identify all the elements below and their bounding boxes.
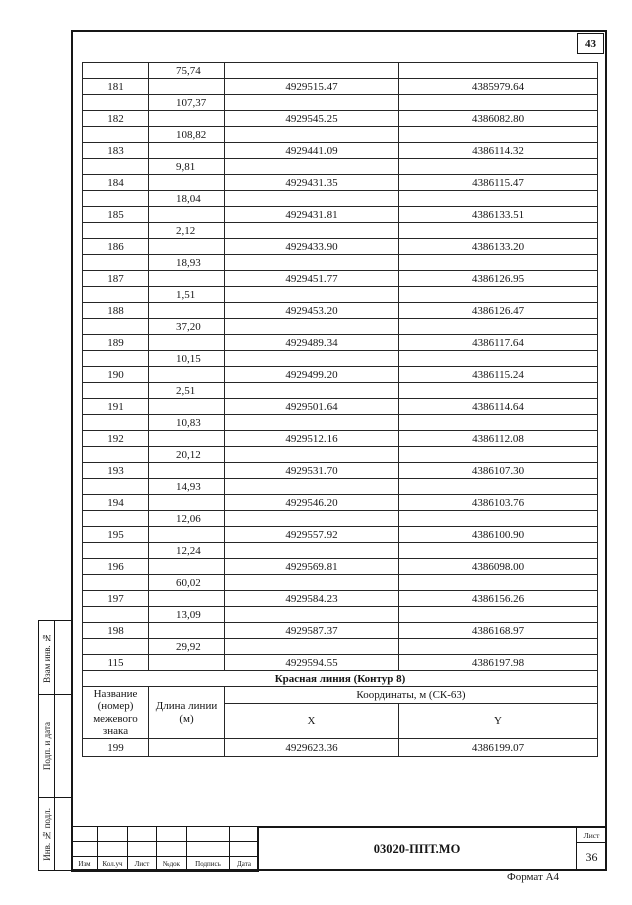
point-row (83, 739, 598, 757)
point-number-cell (83, 95, 149, 111)
original-inventory-label: Инв. № подл. (41, 807, 52, 861)
point-number-cell (83, 223, 149, 239)
x-coordinate-cell: 4929584.23 (225, 591, 399, 607)
point-row (83, 655, 598, 671)
y-coordinate-cell (399, 287, 598, 303)
y-coordinate-cell (399, 543, 598, 559)
point-number-cell: 183 (83, 143, 149, 159)
line-length-cell (149, 111, 225, 127)
x-coordinate-cell (225, 543, 399, 559)
x-coordinate-cell (225, 255, 399, 271)
segment-length-row (83, 639, 598, 655)
line-length-cell (149, 271, 225, 287)
point-number-cell: 115 (83, 655, 149, 671)
segment-length-row (83, 351, 598, 367)
line-length-cell: 14,93 (149, 479, 225, 495)
y-coordinate-cell (399, 607, 598, 623)
grid-cell (98, 842, 128, 857)
y-coordinate-cell: 4386115.24 (399, 367, 598, 383)
line-length-cell (149, 527, 225, 543)
y-coordinate-cell (399, 255, 598, 271)
title-block-revision-grid (71, 826, 259, 872)
x-coordinate-cell: 4929587.37 (225, 623, 399, 639)
y-coordinate-cell: 4386107.30 (399, 463, 598, 479)
y-coordinate-cell: 4386133.20 (399, 239, 598, 255)
col-label-doc-number: №док (157, 857, 187, 872)
segment-length-row (83, 95, 598, 111)
coordinates-table-body (83, 63, 598, 671)
x-coordinate-cell: 4929501.64 (225, 399, 399, 415)
line-length-cell: 20,12 (149, 447, 225, 463)
revision-row (72, 827, 259, 842)
line-length-cell: 107,37 (149, 95, 225, 111)
y-coordinate-cell (399, 639, 598, 655)
segment-length-row (83, 159, 598, 175)
y-coordinate-cell: 4386133.51 (399, 207, 598, 223)
section-header-row (83, 687, 598, 704)
line-length-cell: 12,06 (149, 511, 225, 527)
point-row (83, 239, 598, 255)
x-coordinate-cell: 4929431.81 (225, 207, 399, 223)
x-coordinate-cell (225, 95, 399, 111)
y-coordinate-cell (399, 351, 598, 367)
y-coordinate-cell: 4386112.08 (399, 431, 598, 447)
x-coordinate-cell: 4929512.16 (225, 431, 399, 447)
y-coordinate-cell: 4385979.64 (399, 79, 598, 95)
point-row (83, 623, 598, 639)
point-number-cell: 185 (83, 207, 149, 223)
point-number-cell (83, 575, 149, 591)
y-coordinate-cell (399, 191, 598, 207)
line-length-cell (149, 591, 225, 607)
col-label-count: Кол.уч (98, 857, 128, 872)
col-label-signature: Подпись (187, 857, 230, 872)
point-row (83, 175, 598, 191)
segment-length-row (83, 191, 598, 207)
x-coordinate-cell (225, 479, 399, 495)
point-number-cell (83, 351, 149, 367)
y-coordinate-cell: 4386126.95 (399, 271, 598, 287)
point-number-cell (83, 255, 149, 271)
y-coordinate-cell: 4386114.64 (399, 399, 598, 415)
header-point-name: Название (номер) межевого знака (83, 687, 149, 739)
segment-length-row (83, 415, 598, 431)
point-number-cell (83, 191, 149, 207)
line-length-cell: 18,93 (149, 255, 225, 271)
col-label-change: Изм (72, 857, 98, 872)
point-number-cell: 194 (83, 495, 149, 511)
section-block (83, 671, 598, 757)
line-length-cell: 75,74 (149, 63, 225, 79)
side-label-cell (39, 695, 55, 797)
point-number-cell (83, 159, 149, 175)
grid-cell (187, 842, 230, 857)
y-coordinate-cell (399, 223, 598, 239)
point-number-cell: 181 (83, 79, 149, 95)
point-row (83, 527, 598, 543)
line-length-cell (149, 655, 225, 671)
line-length-cell: 37,20 (149, 319, 225, 335)
line-length-cell: 13,09 (149, 607, 225, 623)
point-number-cell (83, 63, 149, 79)
point-row (83, 143, 598, 159)
point-number-cell: 195 (83, 527, 149, 543)
grid-cell (98, 827, 128, 842)
point-number-cell: 189 (83, 335, 149, 351)
y-coordinate-cell: 4386117.64 (399, 335, 598, 351)
y-coordinate-cell (399, 511, 598, 527)
y-coordinate-cell: 4386126.47 (399, 303, 598, 319)
col-label-sheet: Лист (128, 857, 157, 872)
point-number-cell: 192 (83, 431, 149, 447)
point-number-cell (83, 447, 149, 463)
coordinates-table (82, 62, 598, 757)
header-line-length: Длина линии (м) (149, 687, 225, 739)
y-coordinate-cell: 4386156.26 (399, 591, 598, 607)
x-coordinate-cell (225, 383, 399, 399)
grid-cell (157, 827, 187, 842)
point-number-cell: 190 (83, 367, 149, 383)
y-coordinate-cell (399, 63, 598, 79)
replacement-inventory-label: Взам инв. № (41, 632, 52, 683)
y-coordinate-cell (399, 319, 598, 335)
segment-length-row (83, 607, 598, 623)
segment-length-row (83, 287, 598, 303)
point-row (83, 271, 598, 287)
x-coordinate-cell: 4929569.81 (225, 559, 399, 575)
segment-length-row (83, 447, 598, 463)
point-number-cell (83, 319, 149, 335)
point-number-cell: 198 (83, 623, 149, 639)
segment-length-row (83, 127, 598, 143)
revision-row (72, 842, 259, 857)
sheet-label: Лист (576, 828, 607, 843)
line-length-cell (149, 367, 225, 383)
line-length-cell (149, 623, 225, 639)
point-row (83, 431, 598, 447)
x-coordinate-cell: 4929441.09 (225, 143, 399, 159)
point-row (83, 111, 598, 127)
x-coordinate-cell: 4929623.36 (225, 739, 399, 757)
line-length-cell (149, 207, 225, 223)
revision-label-row (72, 857, 259, 872)
paper-format-label: Формат А4 (507, 871, 560, 883)
point-number-cell (83, 383, 149, 399)
line-length-cell (149, 239, 225, 255)
x-coordinate-cell: 4929431.35 (225, 175, 399, 191)
x-coordinate-cell (225, 607, 399, 623)
line-length-cell: 10,15 (149, 351, 225, 367)
y-coordinate-cell: 4386199.07 (399, 739, 598, 757)
point-number-cell: 191 (83, 399, 149, 415)
y-coordinate-cell: 4386168.97 (399, 623, 598, 639)
x-coordinate-cell (225, 511, 399, 527)
grid-cell (128, 842, 157, 857)
point-number-cell: 196 (83, 559, 149, 575)
line-length-cell: 2,12 (149, 223, 225, 239)
x-coordinate-cell: 4929557.92 (225, 527, 399, 543)
x-coordinate-cell: 4929453.20 (225, 303, 399, 319)
point-number-cell (83, 639, 149, 655)
grid-cell (72, 827, 98, 842)
segment-length-row (83, 63, 598, 79)
x-coordinate-cell: 4929531.70 (225, 463, 399, 479)
y-coordinate-cell: 4386115.47 (399, 175, 598, 191)
point-number-cell (83, 415, 149, 431)
y-coordinate-cell (399, 479, 598, 495)
grid-cell (230, 827, 259, 842)
x-coordinate-cell (225, 63, 399, 79)
y-coordinate-cell (399, 159, 598, 175)
side-stamp (38, 620, 72, 871)
side-label-cell (39, 798, 55, 870)
point-row (83, 463, 598, 479)
point-row (83, 79, 598, 95)
y-coordinate-cell (399, 95, 598, 111)
x-coordinate-cell: 4929515.47 (225, 79, 399, 95)
grid-cell (72, 842, 98, 857)
point-row (83, 335, 598, 351)
line-length-cell: 12,24 (149, 543, 225, 559)
x-coordinate-cell (225, 223, 399, 239)
segment-length-row (83, 319, 598, 335)
y-coordinate-cell: 4386100.90 (399, 527, 598, 543)
y-coordinate-cell (399, 575, 598, 591)
y-coordinate-cell: 4386098.00 (399, 559, 598, 575)
x-coordinate-cell: 4929546.20 (225, 495, 399, 511)
segment-length-row (83, 383, 598, 399)
point-number-cell (83, 479, 149, 495)
point-row (83, 367, 598, 383)
x-coordinate-cell (225, 447, 399, 463)
point-number-cell: 197 (83, 591, 149, 607)
col-label-date: Дата (230, 857, 259, 872)
y-coordinate-cell: 4386103.76 (399, 495, 598, 511)
point-row (83, 495, 598, 511)
x-coordinate-cell (225, 575, 399, 591)
line-length-cell: 2,51 (149, 383, 225, 399)
point-number-cell (83, 607, 149, 623)
segment-length-row (83, 255, 598, 271)
x-coordinate-cell (225, 159, 399, 175)
header-y: Y (399, 704, 598, 739)
line-length-cell: 18,04 (149, 191, 225, 207)
y-coordinate-cell (399, 383, 598, 399)
line-length-cell: 108,82 (149, 127, 225, 143)
x-coordinate-cell (225, 191, 399, 207)
point-number-cell: 187 (83, 271, 149, 287)
line-length-cell: 10,83 (149, 415, 225, 431)
point-row (83, 303, 598, 319)
line-length-cell (149, 739, 225, 757)
line-length-cell (149, 175, 225, 191)
point-number-cell (83, 543, 149, 559)
side-box-signature-date (38, 694, 72, 798)
segment-length-row (83, 575, 598, 591)
document-code: 03020-ППТ.МО (257, 826, 577, 871)
x-coordinate-cell: 4929545.25 (225, 111, 399, 127)
section-title: Красная линия (Контур 8) (83, 671, 598, 687)
y-coordinate-cell (399, 447, 598, 463)
y-coordinate-cell: 4386114.32 (399, 143, 598, 159)
point-number-cell: 199 (83, 739, 149, 757)
point-number-cell (83, 287, 149, 303)
side-box-replacement-inventory (38, 620, 72, 695)
header-x: X (225, 704, 399, 739)
point-row (83, 559, 598, 575)
line-length-cell (149, 335, 225, 351)
y-coordinate-cell: 4386082.80 (399, 111, 598, 127)
line-length-cell (149, 431, 225, 447)
y-coordinate-cell: 4386197.98 (399, 655, 598, 671)
x-coordinate-cell: 4929433.90 (225, 239, 399, 255)
segment-length-row (83, 543, 598, 559)
signature-date-label: Подп. и дата (41, 721, 52, 771)
x-coordinate-cell: 4929451.77 (225, 271, 399, 287)
sheet-number: 36 (585, 849, 598, 864)
grid-cell (157, 842, 187, 857)
point-number-cell: 193 (83, 463, 149, 479)
point-row (83, 591, 598, 607)
point-number-cell: 184 (83, 175, 149, 191)
line-length-cell: 29,92 (149, 639, 225, 655)
x-coordinate-cell: 4929499.20 (225, 367, 399, 383)
segment-length-row (83, 223, 598, 239)
line-length-cell (149, 143, 225, 159)
line-length-cell (149, 303, 225, 319)
x-coordinate-cell (225, 639, 399, 655)
line-length-cell: 60,02 (149, 575, 225, 591)
line-length-cell (149, 495, 225, 511)
segment-length-row (83, 479, 598, 495)
point-number-cell: 186 (83, 239, 149, 255)
line-length-cell (149, 79, 225, 95)
point-row (83, 207, 598, 223)
grid-cell (128, 827, 157, 842)
y-coordinate-cell (399, 127, 598, 143)
y-coordinate-cell (399, 415, 598, 431)
segment-length-row (83, 511, 598, 527)
x-coordinate-cell: 4929489.34 (225, 335, 399, 351)
section-title-row (83, 671, 598, 687)
point-row (83, 399, 598, 415)
x-coordinate-cell: 4929594.55 (225, 655, 399, 671)
x-coordinate-cell (225, 127, 399, 143)
side-box-original-inventory (38, 797, 72, 871)
line-length-cell: 1,51 (149, 287, 225, 303)
x-coordinate-cell (225, 351, 399, 367)
line-length-cell (149, 463, 225, 479)
side-label-cell (39, 621, 55, 694)
corner-page-number: 43 (577, 33, 604, 54)
point-number-cell: 182 (83, 111, 149, 127)
point-number-cell (83, 511, 149, 527)
x-coordinate-cell (225, 319, 399, 335)
grid-cell (187, 827, 230, 842)
line-length-cell (149, 559, 225, 575)
header-coordinates: Координаты, м (СК-63) (225, 687, 598, 704)
point-number-cell (83, 127, 149, 143)
x-coordinate-cell (225, 415, 399, 431)
sheet-number-box (576, 826, 607, 871)
grid-cell (230, 842, 259, 857)
line-length-cell: 9,81 (149, 159, 225, 175)
point-number-cell: 188 (83, 303, 149, 319)
x-coordinate-cell (225, 287, 399, 303)
line-length-cell (149, 399, 225, 415)
